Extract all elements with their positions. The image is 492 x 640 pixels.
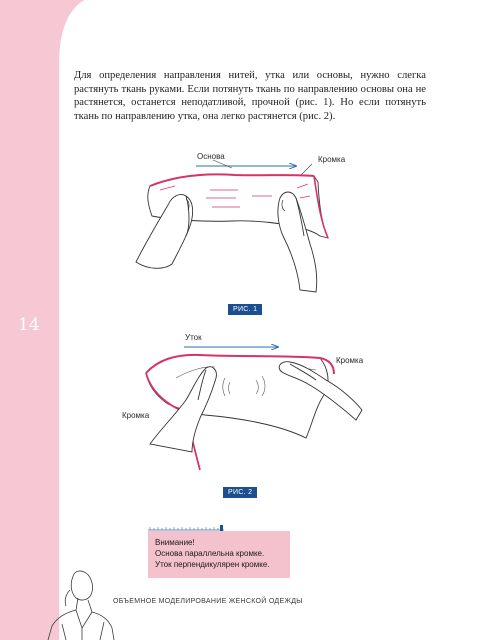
note-title: Внимание! <box>155 538 195 547</box>
label-kromka-fig2-right: Кромка <box>336 356 364 365</box>
figure-2-caption: РИС. 2 <box>223 487 257 498</box>
label-kromka-fig1: Кромка <box>318 155 346 164</box>
label-kromka-fig2-left: Кромка <box>122 411 150 420</box>
page-number: 14 <box>18 315 40 335</box>
body-paragraph: Для определения направления нитей, утка или основы, нужно слегка растянуть ткань руками. Если потянуть ткань по направлению основы она не растянется, останется неподатливой, прочной (рис. 1). Но если потянуть ткань по направлению утка, она легко растянется (рис. 2). <box>74 70 426 122</box>
note-line-weft: Уток перпендикулярен кромке. <box>155 560 270 569</box>
running-footer: ОБЪЕМНОЕ МОДЕЛИРОВАНИЕ ЖЕНСКОЙ ОДЕЖДЫ <box>113 598 303 605</box>
figure-1-caption: РИС. 1 <box>228 304 262 315</box>
label-utok: Уток <box>185 333 202 342</box>
note-line-warp: Основа параллельна кромке. <box>155 549 265 558</box>
label-osnova: Основа <box>197 152 225 161</box>
